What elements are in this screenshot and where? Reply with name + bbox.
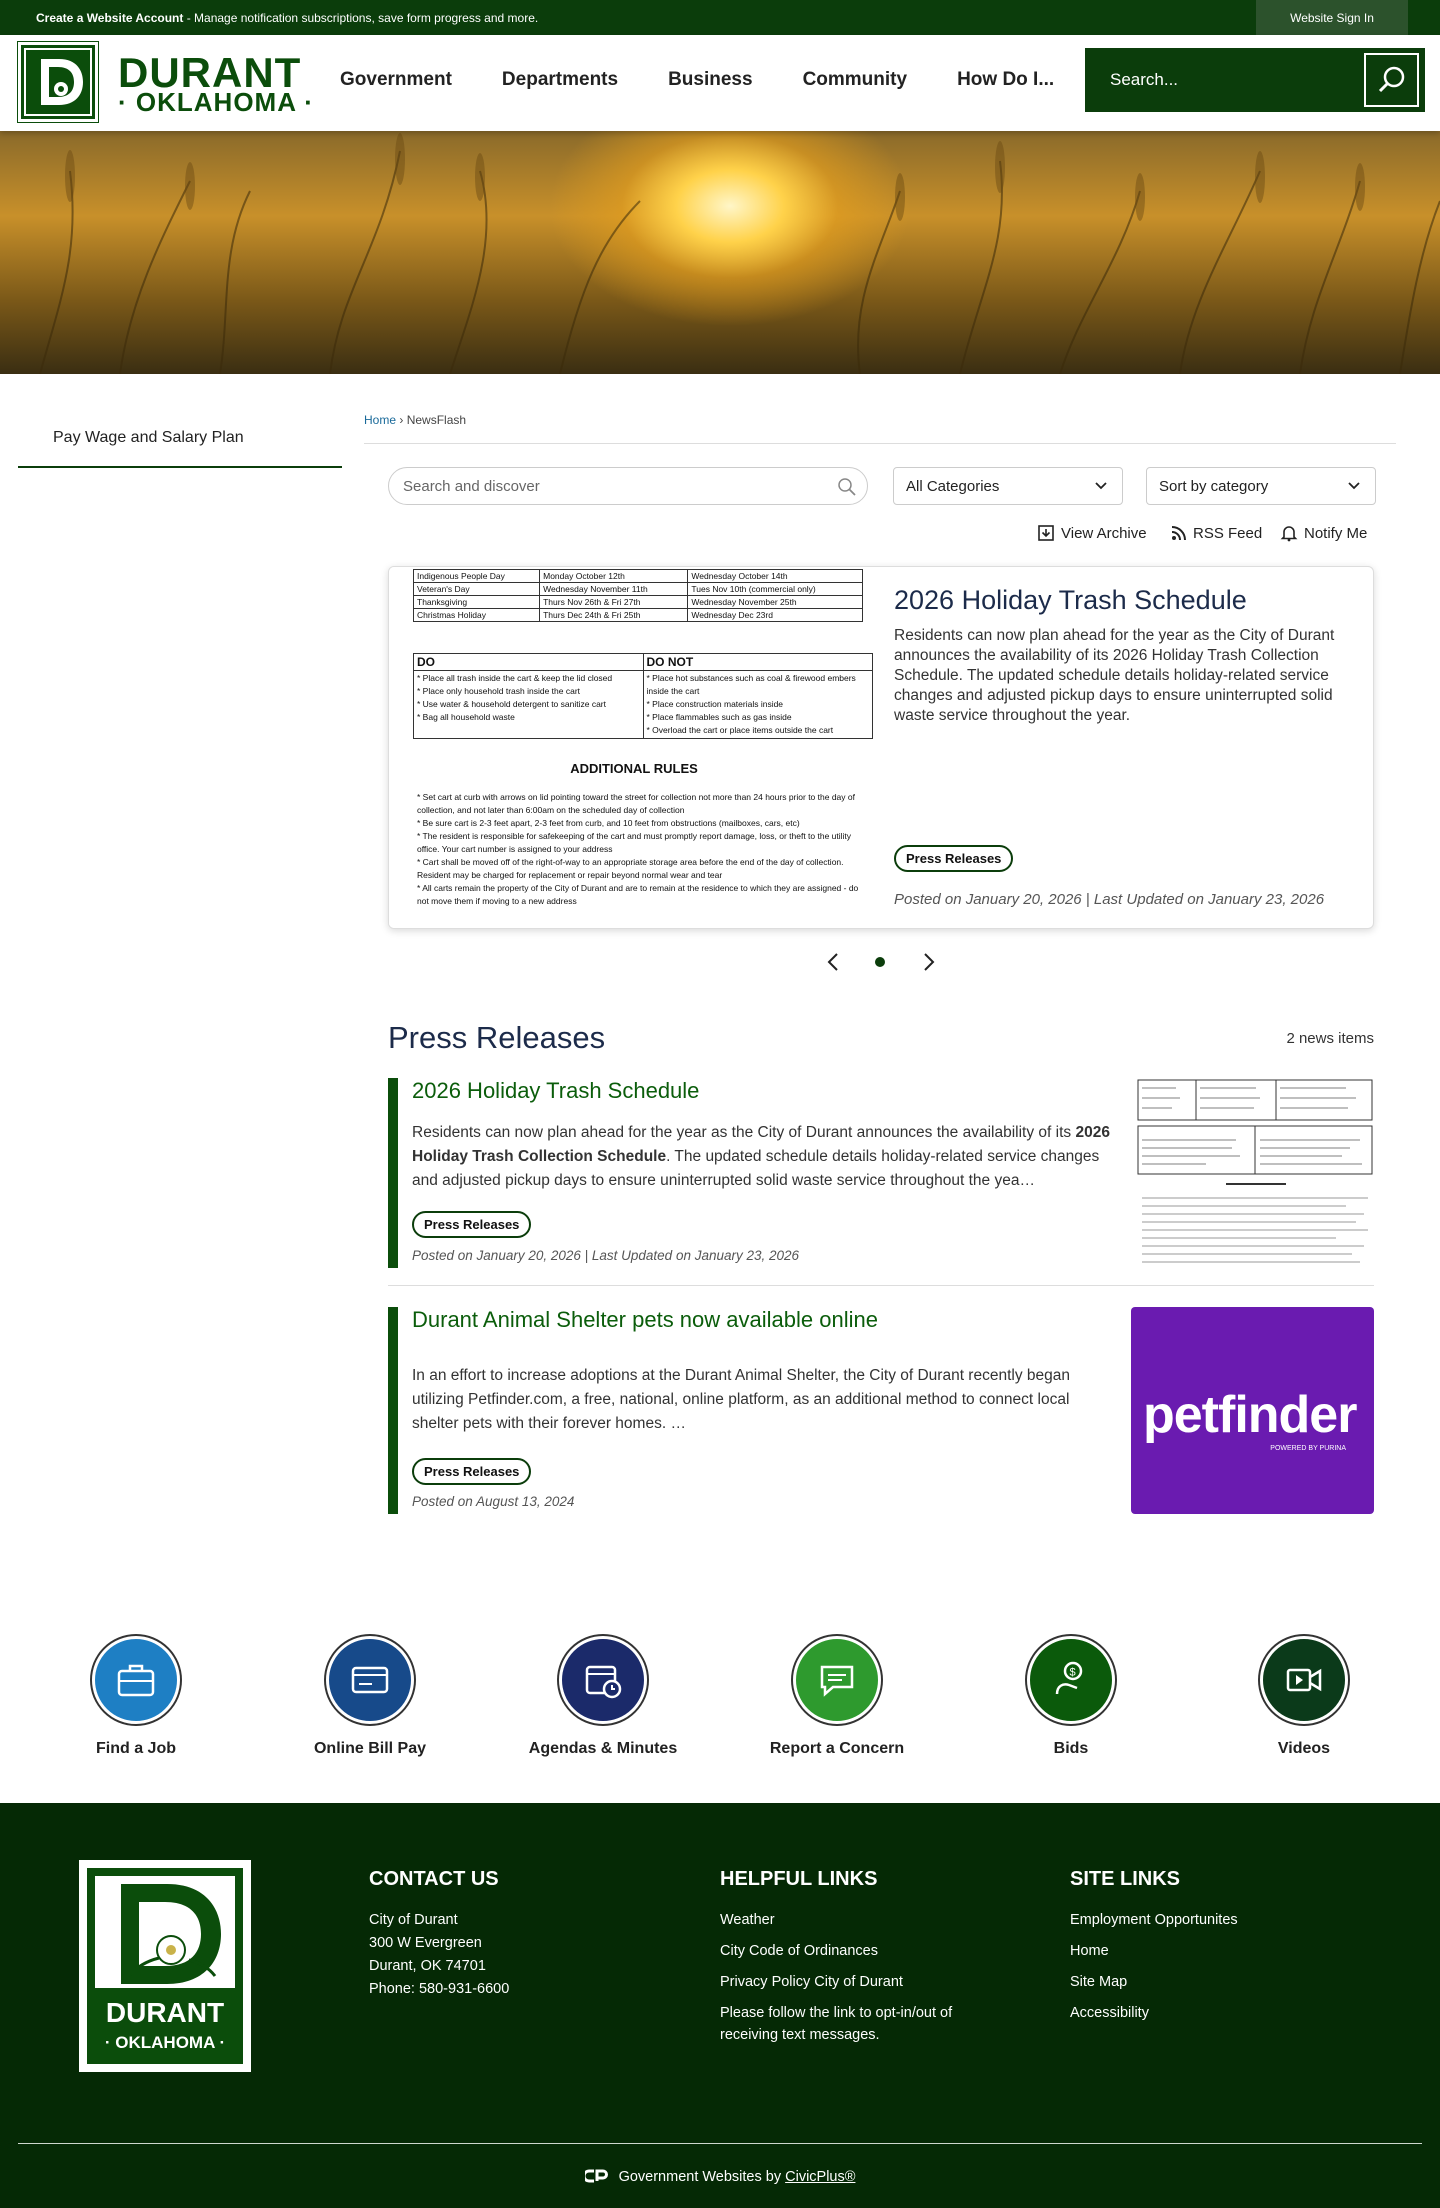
chevron-down-icon [1094, 478, 1108, 494]
footer-credit-text: Government Websites by [618, 2169, 786, 2185]
briefcase-icon [92, 1636, 180, 1724]
footer-link-city-code[interactable]: City Code of Ordinances [720, 1943, 878, 1959]
do-not-item: * Place hot substances such as coal & firewood embers inside the cart [646, 673, 856, 696]
news-count: 2 news items [1286, 1030, 1374, 1047]
notify-me-label: Notify Me [1304, 524, 1368, 542]
news-item-meta: Posted on August 13, 2024 [412, 1494, 575, 1509]
rule-item: * Cart shall be moved off of the right-of-way to an appropriate storage area before the end of the day of collection. Resident may be charged for replacement or repair beyond normal wear and tear [417, 857, 844, 880]
press-releases-heading: Press Releases [388, 1020, 606, 1055]
news-item-thumbnail[interactable] [1136, 1078, 1374, 1271]
footer-contact-line: City of Durant [369, 1912, 458, 1928]
holiday-cell: Christmas Holiday [414, 609, 540, 622]
footer-site-links [1070, 1868, 1238, 2033]
footer-link-home[interactable]: Home [1070, 1943, 1109, 1959]
do-do-not-table [413, 653, 873, 739]
view-archive-link[interactable] [1037, 522, 1147, 544]
quick-link-agendas-minutes[interactable] [503, 1636, 703, 1758]
do-not-item: * Place flammables such as gas inside [646, 712, 792, 722]
news-item-description: In an effort to increase adoptions at the Durant Animal Shelter, the City of Durant recently began utilizing Petfinder.com, a free, national, online platform, as an additional method to connect local shelter pets with their forever homes. … [412, 1367, 1070, 1432]
create-account-link[interactable]: Create a Website Account [36, 11, 184, 25]
rule-item: * Set cart at curb with arrows on lid pointing toward the street for collection not more than 24 hours prior to the day of collection, and not later than 6:00am on the scheduled day of collection [417, 792, 855, 815]
bell-icon [1280, 524, 1298, 542]
sort-select[interactable] [1146, 467, 1376, 505]
featured-news-tag[interactable]: Press Releases [894, 845, 1013, 872]
sort-select-value: Sort by category [1159, 478, 1269, 495]
desc-bold-text: 2026 Holiday Trash Collection Schedule [412, 1124, 1110, 1165]
breadcrumb-home[interactable]: Home [364, 413, 397, 427]
holiday-cell: Wednesday Dec 23rd [688, 609, 863, 622]
holiday-cell: Indigenous People Day [414, 570, 540, 583]
site-search-button[interactable] [1364, 53, 1419, 107]
hero-banner [0, 131, 1440, 374]
footer-link-weather[interactable]: Weather [720, 1912, 775, 1928]
featured-news-title[interactable]: 2026 Holiday Trash Schedule [894, 585, 1247, 615]
logo-text-durant[interactable]: DURANT [118, 49, 302, 96]
civicplus-link[interactable]: CivicPlus® [785, 2169, 856, 2185]
carousel-pager [820, 950, 940, 974]
carousel-dot[interactable] [875, 957, 885, 967]
quick-link-bids[interactable] [971, 1636, 1171, 1758]
category-select[interactable] [893, 467, 1123, 505]
quick-link-find-a-job[interactable] [36, 1636, 236, 1758]
site-footer [0, 1803, 1440, 2208]
do-heading: DO [414, 654, 644, 671]
nav-government[interactable]: Government [340, 69, 452, 90]
rss-feed-link[interactable] [1171, 522, 1262, 544]
additional-rules-list [417, 791, 863, 908]
footer-credit [0, 2169, 1440, 2185]
footer-divider [18, 2143, 1422, 2144]
news-item-description [412, 1121, 1117, 1193]
wheat-grass-graphic [0, 131, 1440, 374]
do-not-item: * Place construction materials inside [646, 699, 784, 709]
chevron-right-icon[interactable] [925, 954, 933, 970]
footer-link-employment[interactable]: Employment Opportunites [1070, 1912, 1238, 1928]
quick-link-label: Agendas & Minutes [528, 1740, 678, 1757]
news-item-title[interactable]: Durant Animal Shelter pets now available online [412, 1307, 878, 1332]
nav-how-do-i[interactable]: How Do I... [957, 69, 1055, 90]
do-item: * Place only household trash inside the cart [417, 686, 581, 696]
footer-contact-line: Durant, OK 74701 [369, 1958, 486, 1974]
desc-text: . The updated schedule details holiday-related service changes and adjusted pickup days to ensure uninterrupted solid waste service throughout the yea… [412, 1148, 1100, 1189]
holiday-cell: Wednesday November 25th [688, 596, 863, 609]
rule-item: * The resident is responsible for safekeeping of the cart and must promptly report damage, loss, or theft to the utility office. Your cart number is assigned to your address [417, 831, 852, 854]
holiday-cell: Wednesday October 14th [688, 570, 863, 583]
footer-logo[interactable] [79, 1860, 251, 2072]
site-header [0, 35, 1440, 131]
footer-site-heading: SITE LINKS [1070, 1868, 1181, 1890]
logo-text-oklahoma[interactable]: · OKLAHOMA · [118, 87, 314, 117]
website-sign-in-button[interactable]: Website Sign In [1256, 0, 1408, 35]
holiday-table [413, 569, 863, 622]
footer-logo-text-oklahoma: · OKLAHOMA · [104, 2033, 226, 2052]
quick-link-report-a-concern[interactable] [737, 1636, 937, 1758]
featured-news-card[interactable] [388, 566, 1374, 929]
nav-community[interactable]: Community [802, 69, 908, 90]
holiday-cell: Thanksgiving [414, 596, 540, 609]
quick-link-online-bill-pay[interactable] [270, 1636, 470, 1758]
desc-text: Residents can now plan ahead for the year as the City of Durant announces the availability of its [412, 1124, 1076, 1141]
rule-item: * All carts remain the property of the City of Durant and are to remain at the residence to which they are assigned - do not move them if moving to a new address [417, 883, 859, 906]
site-search-input[interactable]: Search... [1110, 70, 1179, 89]
rule-item: * Be sure cart is 2-3 feet apart, 2-3 feet from curb, and 10 feet from obstructions (mailboxes, cars, etc) [417, 818, 800, 828]
news-search-input[interactable] [388, 467, 868, 505]
featured-news-description: Residents can now plan ahead for the year as the City of Durant announces the availability of its 2026 Holiday Trash Collection Schedule. The updated schedule details holiday-related service changes and adjusted pickup days to ensure uninterrupted solid waste service throughout the year. [894, 627, 1335, 724]
footer-link-accessibility[interactable]: Accessibility [1070, 2005, 1149, 2021]
account-message-text: - Manage notification subscriptions, save form progress and more. [183, 11, 539, 25]
do-not-heading: DO NOT [643, 654, 873, 671]
sidebar-item-pay-wage[interactable]: Pay Wage and Salary Plan [18, 410, 342, 468]
petfinder-subtext: POWERED BY PURINA [1270, 1445, 1346, 1452]
notify-me-link[interactable] [1280, 522, 1367, 544]
petfinder-thumbnail[interactable] [1131, 1307, 1374, 1514]
account-message [36, 11, 538, 25]
holiday-cell: Monday October 12th [540, 570, 688, 583]
archive-icon [1037, 524, 1055, 542]
do-item: * Use water & household detergent to sanitize cart [417, 699, 606, 709]
footer-contact-heading: CONTACT US [369, 1868, 499, 1890]
footer-logo-text-durant: DURANT [105, 1997, 225, 2028]
do-not-item: * Overload the cart or place items outside the cart [646, 725, 834, 735]
do-item: * Place all trash inside the cart & keep the lid closed [417, 673, 613, 683]
petfinder-wordmark: petfinder [1143, 1386, 1357, 1444]
civicplus-icon [585, 2169, 611, 2183]
durant-logo-mark[interactable] [18, 42, 98, 122]
holiday-cell: Thurs Nov 26th & Fri 27th [540, 596, 688, 609]
holiday-cell: Wednesday November 11th [540, 583, 688, 596]
footer-contact [369, 1868, 509, 2001]
featured-news-meta: Posted on January 20, 2026 | Last Updated on January 23, 2026 [894, 891, 1325, 908]
footer-contact-line: 300 W Evergreen [369, 1935, 482, 1951]
footer-link-site-map[interactable]: Site Map [1070, 1974, 1128, 1990]
bill-icon [326, 1636, 414, 1724]
do-item: * Bag all household waste [417, 712, 515, 722]
chevron-left-icon[interactable] [829, 954, 837, 970]
news-item-tag[interactable]: Press Releases [412, 1458, 531, 1485]
breadcrumb-divider [364, 443, 1396, 444]
calendar-clock-icon [559, 1636, 647, 1724]
rss-icon [1171, 525, 1187, 541]
news-search-placeholder: Search and discover [403, 478, 540, 495]
quick-link-videos[interactable] [1204, 1636, 1404, 1758]
holiday-cell: Tues Nov 10th (commercial only) [688, 583, 863, 596]
nav-departments[interactable]: Departments [501, 69, 619, 90]
featured-news-image [389, 567, 879, 929]
footer-link-privacy-policy[interactable]: Privacy Policy City of Durant [720, 1974, 903, 1990]
svg-text:$: $ [1069, 1666, 1076, 1679]
breadcrumb [364, 413, 466, 427]
quick-link-label: Bids [1053, 1740, 1089, 1757]
news-item-accent-bar [388, 1078, 398, 1268]
news-item-meta: Posted on January 20, 2026 | Last Updated on January 23, 2026 [412, 1248, 800, 1263]
news-item-accent-bar [388, 1307, 398, 1514]
breadcrumb-current: NewsFlash [406, 413, 467, 427]
quick-link-label: Report a Concern [769, 1740, 905, 1757]
holiday-cell: Thurs Dec 24th & Fri 25th [540, 609, 688, 622]
nav-business[interactable]: Business [668, 69, 753, 90]
search-icon[interactable] [837, 477, 857, 497]
video-icon [1260, 1636, 1348, 1724]
breadcrumb-separator: › [399, 413, 404, 427]
category-select-value: All Categories [906, 478, 1000, 495]
site-search[interactable] [1085, 48, 1425, 112]
main-nav [340, 69, 1104, 91]
view-archive-label: View Archive [1061, 524, 1147, 542]
footer-contact-phone[interactable]: Phone: 580-931-6600 [369, 1981, 510, 1997]
chat-icon [793, 1636, 881, 1724]
rss-feed-label: RSS Feed [1193, 524, 1263, 542]
news-item-tag[interactable]: Press Releases [412, 1211, 531, 1238]
additional-rules-heading: ADDITIONAL RULES [570, 761, 698, 776]
top-bar [0, 0, 1440, 35]
quick-link-label: Online Bill Pay [313, 1740, 427, 1757]
news-item-title[interactable]: 2026 Holiday Trash Schedule [412, 1078, 700, 1103]
holiday-cell: Veteran's Day [414, 583, 540, 596]
footer-helpful-links [720, 1868, 1010, 2055]
footer-link-text-messages[interactable]: Please follow the link to opt-in/out of receiving text messages. [720, 2005, 953, 2043]
news-item-divider [388, 1285, 1374, 1286]
footer-helpful-heading: HELPFUL LINKS [720, 1868, 878, 1890]
quick-link-label: Find a Job [96, 1740, 176, 1757]
search-icon [1376, 64, 1408, 96]
chevron-down-icon [1347, 478, 1361, 494]
dollar-hand-icon [1027, 1636, 1115, 1724]
quick-link-label: Videos [1277, 1740, 1331, 1757]
